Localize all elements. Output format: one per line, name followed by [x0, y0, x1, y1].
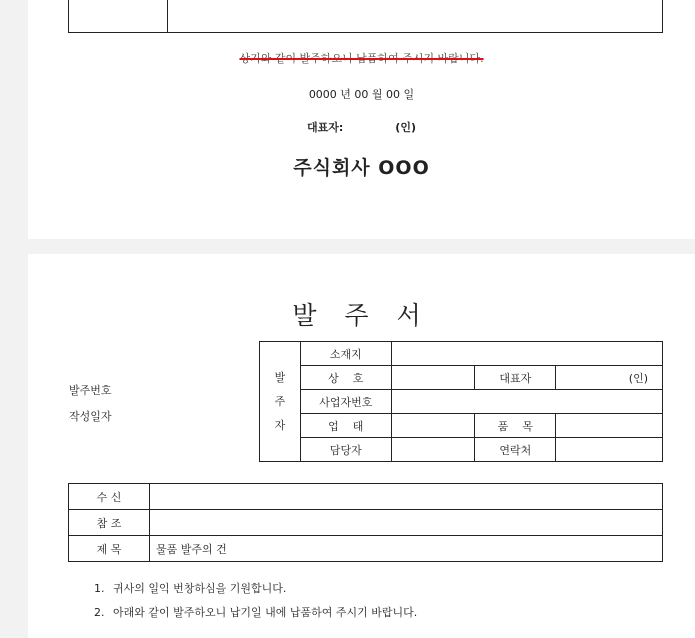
biz-no-cell[interactable]: [391, 390, 662, 414]
document-title: 발 주 서: [292, 301, 431, 330]
cc-label: 참 조: [69, 510, 150, 536]
manager-cell[interactable]: [391, 438, 475, 462]
subject-cell[interactable]: 물품 발주의 건: [150, 536, 663, 562]
date-text: 0000 년 00 월 00 일: [308, 88, 415, 101]
to-label: 수 신: [69, 484, 150, 510]
rep-seal-cell[interactable]: (인): [556, 366, 663, 390]
contact-cell[interactable]: [556, 438, 663, 462]
representative-label: 대표자:: [307, 121, 344, 134]
address-cell[interactable]: [391, 342, 662, 366]
table-divider: [167, 0, 168, 32]
page-previous: [28, 0, 695, 239]
notice-text: 상기와 같이 발주하오니 납품하여 주시기 바랍니다.: [239, 52, 484, 65]
to-cell[interactable]: [150, 484, 663, 510]
previous-table-bottom: [68, 0, 663, 33]
company-name: 주식회사 OOO: [293, 157, 430, 179]
business-type-cell[interactable]: [391, 414, 475, 438]
order-number-label: 발주번호: [69, 384, 112, 397]
orderer-side-label: 발 주 자: [260, 342, 301, 462]
rep-label: 대표자: [475, 366, 556, 390]
cc-cell[interactable]: [150, 510, 663, 536]
company-name-cell[interactable]: [391, 366, 475, 390]
body-list: [94, 580, 417, 628]
contact-label: 연락처: [475, 438, 556, 462]
biz-no-label: 사업자번호: [300, 390, 391, 414]
subject-label: 제 목: [69, 536, 150, 562]
business-type-label: 업 태: [300, 414, 391, 438]
seal-text: (인): [395, 121, 416, 134]
list-item: 1. 귀사의 일익 번창하심을 기원합니다.: [94, 582, 287, 595]
orderer-table: [259, 341, 663, 462]
manager-label: 담당자: [300, 438, 391, 462]
list-item: 2. 아래와 같이 발주하오니 납기일 내에 납품하여 주시기 바랍니다.: [94, 606, 418, 619]
item-label: 품 목: [475, 414, 556, 438]
item-cell[interactable]: [556, 414, 663, 438]
receive-table: [68, 483, 663, 562]
address-label: 소재지: [300, 342, 391, 366]
representative-line: [28, 119, 695, 135]
page-purchase-order: [28, 254, 695, 638]
date-written-label: 작성일자: [69, 410, 112, 423]
company-name-label: 상 호: [300, 366, 391, 390]
